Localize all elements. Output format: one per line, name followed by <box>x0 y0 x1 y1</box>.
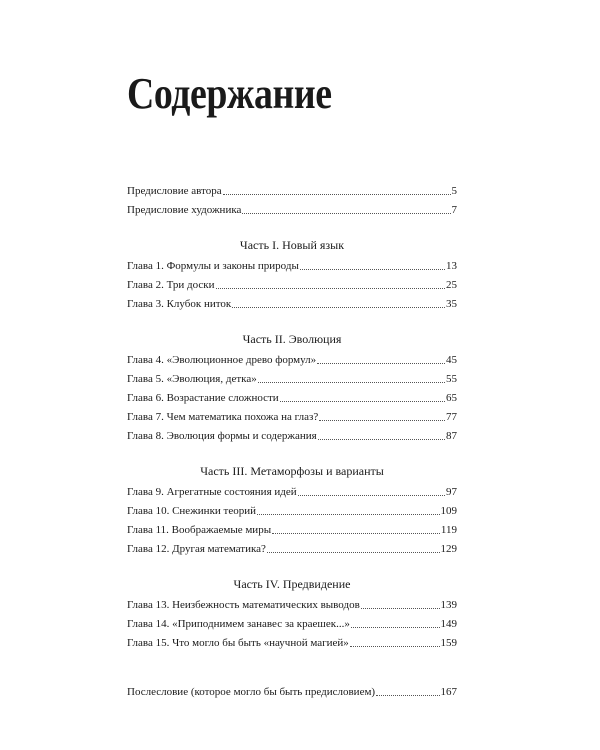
toc-entry-page-number: 159 <box>440 637 457 649</box>
toc-entry-page-number: 55 <box>446 373 457 385</box>
dot-leader <box>257 502 439 515</box>
toc-entry-title: Послесловие (которое могло бы быть предисловием) <box>127 686 376 698</box>
dot-leader <box>280 389 445 402</box>
dot-leader <box>223 182 451 195</box>
toc-entry[interactable] <box>127 389 457 408</box>
toc-entry[interactable] <box>127 483 457 502</box>
toc-entry[interactable] <box>127 683 457 702</box>
toc-entry-title: Предисловие автора <box>127 185 222 197</box>
toc-entry[interactable] <box>127 596 457 615</box>
toc-entry-title: Глава 1. Формулы и законы природы <box>127 260 299 272</box>
dot-leader <box>361 596 440 609</box>
toc-entry[interactable] <box>127 521 457 540</box>
toc-entry[interactable] <box>127 615 457 634</box>
toc-entry-page-number: 139 <box>440 599 457 611</box>
toc-entry-title: Глава 10. Снежинки теорий <box>127 505 257 517</box>
toc-entry-title: Глава 14. «Приподнимем занавес за краешек...» <box>127 618 350 630</box>
dot-leader <box>317 351 445 364</box>
toc-entry[interactable] <box>127 257 457 276</box>
toc-entry[interactable] <box>127 370 457 389</box>
parts-list <box>127 235 457 653</box>
toc-entry-page-number: 119 <box>440 524 457 536</box>
toc-entry-page-number: 109 <box>440 505 457 517</box>
dot-leader <box>298 483 445 496</box>
toc-entry-title: Глава 3. Клубок ниток <box>127 298 232 310</box>
toc-entry-title: Глава 12. Другая математика? <box>127 543 266 555</box>
toc-entry-page-number: 25 <box>446 279 457 291</box>
toc-entry-page-number: 129 <box>440 543 457 555</box>
toc-entry-title: Глава 8. Эволюция формы и содержания <box>127 430 317 442</box>
toc-entry-page-number: 13 <box>446 260 457 272</box>
toc-entry-title: Глава 13. Неизбежность математических выводов <box>127 599 360 611</box>
toc-entry-page-number: 35 <box>446 298 457 310</box>
dot-leader <box>319 408 445 421</box>
toc-entry-title: Глава 2. Три доски <box>127 279 215 291</box>
dot-leader <box>350 634 440 647</box>
part-heading: Часть II. Эволюция <box>242 332 342 346</box>
dot-leader <box>318 427 445 440</box>
toc-entry-title: Глава 5. «Эволюция, детка» <box>127 373 257 385</box>
front-matter <box>127 182 457 220</box>
toc-entry[interactable] <box>127 408 457 427</box>
part-heading: Часть IV. Предвидение <box>233 577 351 591</box>
toc-entry-title: Глава 11. Воображаемые миры <box>127 524 272 536</box>
toc-entry[interactable] <box>127 634 457 653</box>
dot-leader <box>216 276 445 289</box>
dot-leader <box>300 257 445 270</box>
toc-entry-page-number: 65 <box>446 392 457 404</box>
toc-entry[interactable] <box>127 540 457 559</box>
toc-entry-title: Предисловие художника <box>127 204 242 216</box>
toc-entry-page-number: 45 <box>446 354 457 366</box>
page-title: Содержание <box>127 69 332 118</box>
part-heading: Часть III. Метаморфозы и варианты <box>200 464 384 478</box>
toc-entry-title: Глава 15. Что могло бы быть «научной магией» <box>127 637 349 649</box>
table-of-contents <box>127 182 457 702</box>
toc-entry-page-number: 149 <box>440 618 457 630</box>
toc-entry[interactable] <box>127 351 457 370</box>
toc-entry[interactable] <box>127 427 457 446</box>
dot-leader <box>242 201 450 214</box>
dot-leader <box>351 615 440 628</box>
part-heading: Часть I. Новый язык <box>239 238 345 252</box>
dot-leader <box>272 521 440 534</box>
afterword <box>127 683 457 702</box>
toc-entry-title: Глава 6. Возрастание сложности <box>127 392 279 404</box>
toc-entry[interactable] <box>127 502 457 521</box>
toc-entry[interactable] <box>127 295 457 314</box>
dot-leader <box>376 683 439 696</box>
dot-leader <box>258 370 445 383</box>
dot-leader <box>267 540 440 553</box>
toc-entry-title: Глава 9. Агрегатные состояния идей <box>127 486 297 498</box>
toc-entry-page-number: 77 <box>446 411 457 423</box>
toc-entry[interactable] <box>127 182 457 201</box>
toc-entry-page-number: 5 <box>451 185 457 197</box>
toc-entry-title: Глава 7. Чем математика похожа на глаз? <box>127 411 319 423</box>
toc-entry[interactable] <box>127 276 457 295</box>
toc-entry-title: Глава 4. «Эволюционное древо формул» <box>127 354 317 366</box>
toc-entry-page-number: 7 <box>451 204 457 216</box>
toc-entry-page-number: 167 <box>440 686 457 698</box>
dot-leader <box>232 295 445 308</box>
toc-entry-page-number: 97 <box>446 486 457 498</box>
toc-entry[interactable] <box>127 201 457 220</box>
toc-entry-page-number: 87 <box>446 430 457 442</box>
